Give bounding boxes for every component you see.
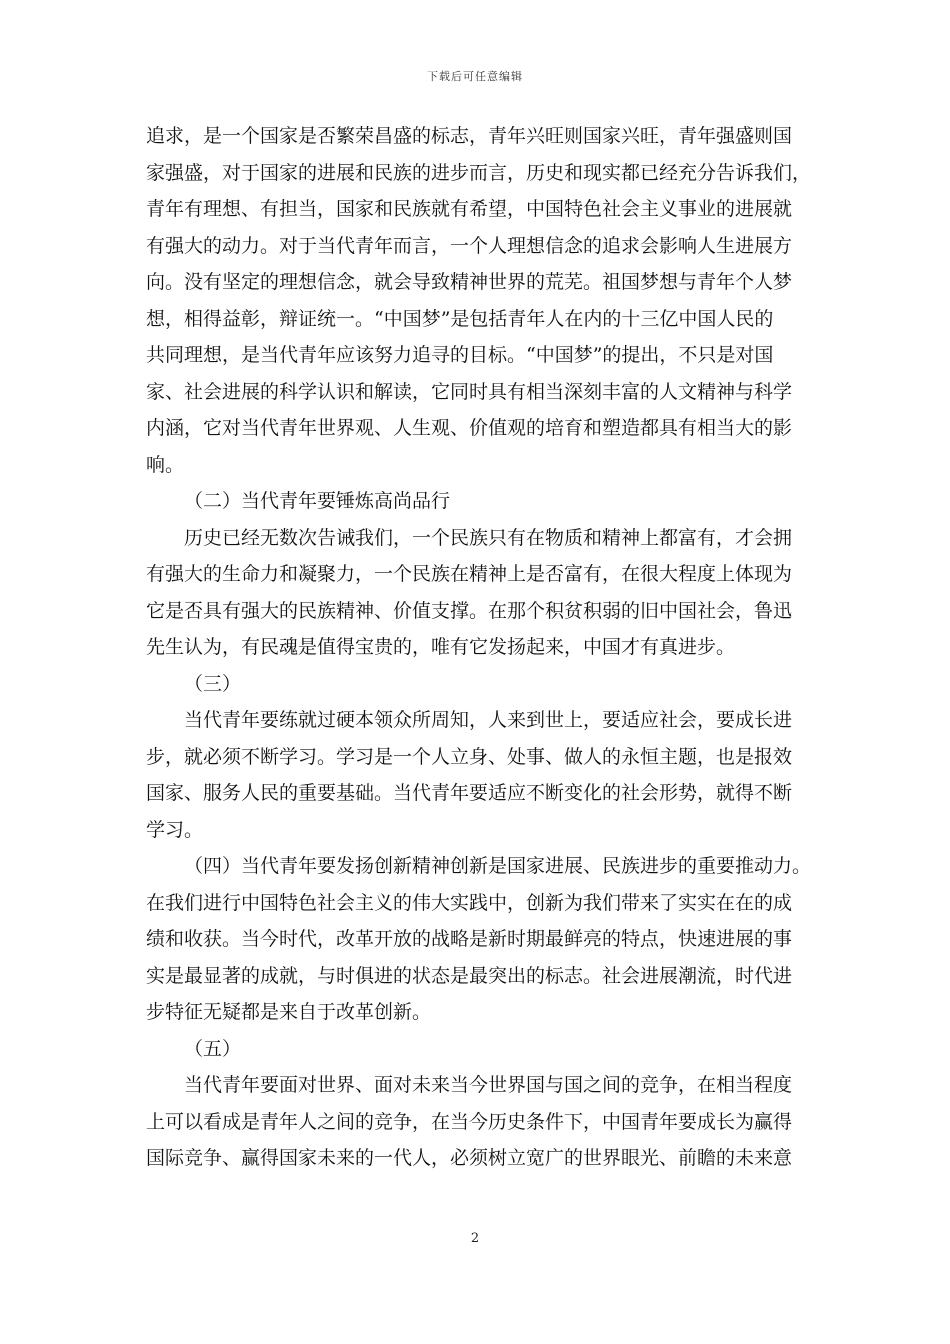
text-line: （四）当代青年要发扬创新精神创新是国家进展、民族进步的重要推动力。: [184, 855, 812, 877]
text-line: 有强大的生命力和凝聚力，一个民族在精神上是否富有，在很大程度上体现为: [146, 563, 793, 585]
page-header: 下载后可任意编辑: [427, 70, 523, 83]
text-line: 绩和收获。当今时代，改革开放的战略是新时期最鲜亮的特点，快速进展的事: [146, 928, 793, 950]
text-line: 步特征无疑都是来自于改革创新。: [146, 1001, 432, 1023]
text-line: 家、社会进展的科学认识和解读，它同时具有相当深刻丰富的人文精神与科学: [146, 380, 793, 403]
text-line: 国家、服务人民的重要基础。当代青年要适应不断变化的社会形势，就得不断: [146, 782, 793, 804]
text-line: 先生认为，有民魂是值得宝贵的，唯有它发扬起来，中国才有真进步。: [146, 636, 736, 658]
text-line: 有强大的动力。对于当代青年而言，一个人理想信念的追求会影响人生进展方: [146, 234, 793, 257]
text-line: 它是否具有强大的民族精神、价值支撑。在那个积贫积弱的旧中国社会，鲁迅: [146, 599, 793, 622]
text-line: 响。: [146, 453, 185, 476]
text-line: 历史已经无数次告诫我们，一个民族只有在物质和精神上都富有，才会拥: [184, 526, 793, 549]
text-line: 实是最显著的成就，与时俱进的状态是最突出的标志。社会进展潮流，时代进: [146, 964, 793, 987]
text-line: 向。没有坚定的理想信念，就会导致精神世界的荒芜。祖国梦想与青年个人梦: [146, 271, 793, 293]
text-line: 家强盛，对于国家的进展和民族的进步而言，历史和现实都已经充分告诉我们，: [146, 161, 812, 184]
section-heading: （五）: [184, 1037, 242, 1060]
page-number: 2: [470, 1231, 480, 1246]
text-line: 共同理想，是当代青年应该努力追寻的目标。“中国梦”的提出，不只是对国: [146, 344, 774, 366]
text-line: 学习。: [146, 818, 204, 841]
text-line: 内涵，它对当代青年世界观、人生观、价值观的培育和塑造都具有相当大的影: [146, 417, 793, 439]
text-line: 当代青年要练就过硬本领众所周知，人来到世上，要适应社会，要成长进: [184, 709, 793, 731]
text-line: 国际竞争、赢得国家未来的一代人，必须树立宽广的世界眼光、前瞻的未来意: [146, 1147, 793, 1169]
section-heading: （二）当代青年要锤炼高尚品行: [184, 490, 451, 512]
document-body: [146, 118, 812, 1177]
section-heading: （三）: [184, 672, 242, 695]
text-line: 想，相得益彰，辩证统一。“中国梦”是包括青年人在内的十三亿中国人民的: [146, 307, 774, 330]
text-line: 追求，是一个国家是否繁荣昌盛的标志，青年兴旺则国家兴旺，青年强盛则国: [146, 125, 793, 147]
text-line: 上可以看成是青年人之间的竞争，在当今历史条件下，中国青年要成长为赢得: [146, 1110, 793, 1133]
text-line: 在我们进行中国特色社会主义的伟大实践中，创新为我们带来了实实在在的成: [146, 891, 793, 914]
text-line: 青年有理想、有担当，国家和民族就有希望，中国特色社会主义事业的进展就: [146, 198, 793, 220]
text-line: 当代青年要面对世界、面对未来当今世界国与国之间的竞争，在相当程度: [184, 1074, 793, 1096]
text-line: 步，就必须不断学习。学习是一个人立身、处事、做人的永恒主题，也是报效: [146, 745, 793, 768]
